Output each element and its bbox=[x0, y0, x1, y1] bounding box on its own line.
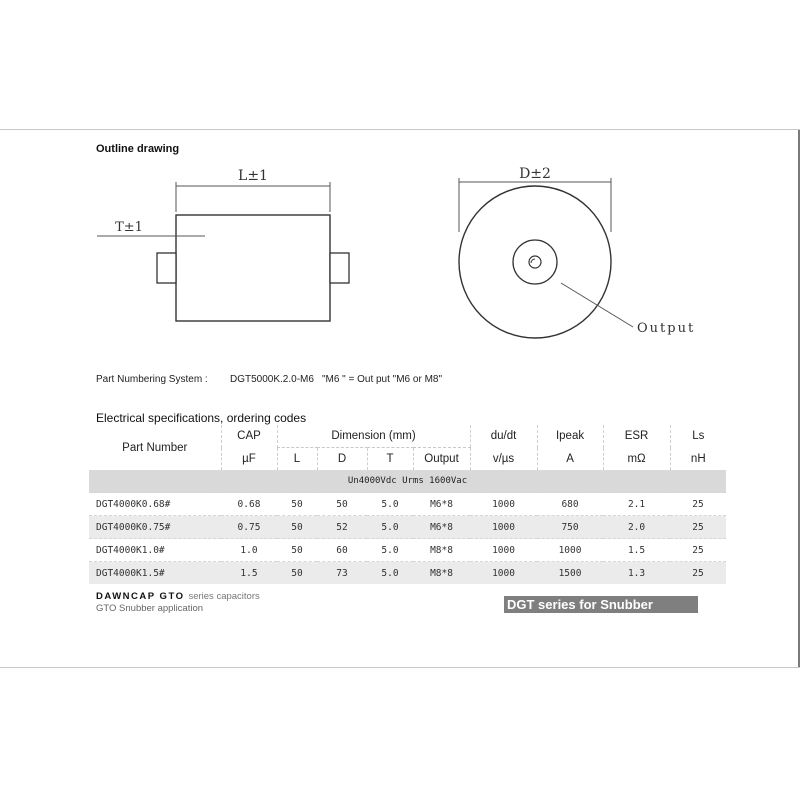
cell-output: M8*8 bbox=[413, 539, 470, 562]
header-part-number: Part Number bbox=[122, 441, 188, 454]
header-ipeak: Ipeak bbox=[537, 425, 603, 448]
table-row bbox=[89, 562, 726, 585]
header-d: D bbox=[317, 448, 367, 471]
length-label: L±1 bbox=[238, 168, 268, 184]
cell-dudt: 1000 bbox=[470, 539, 537, 562]
end-view bbox=[459, 166, 695, 338]
cell-output: M6*8 bbox=[413, 493, 470, 516]
cell-part: DGT4000K0.68# bbox=[89, 493, 221, 516]
cell-l: 50 bbox=[277, 562, 317, 585]
header-ipeak-unit: A bbox=[537, 448, 603, 471]
header-output: Output bbox=[413, 448, 470, 471]
outline-title: Outline drawing bbox=[96, 143, 180, 155]
cell-cap: 1.0 bbox=[221, 539, 277, 562]
table-row bbox=[89, 516, 726, 539]
cell-ipeak: 1000 bbox=[537, 539, 603, 562]
cell-esr: 2.1 bbox=[603, 493, 670, 516]
part-numbering-example: DGT5000K.2.0-M6 bbox=[230, 374, 314, 385]
cell-ipeak: 750 bbox=[537, 516, 603, 539]
cell-ls: 25 bbox=[670, 493, 726, 516]
output-label: Output bbox=[637, 321, 696, 336]
cell-t: 5.0 bbox=[367, 493, 413, 516]
cell-esr: 1.3 bbox=[603, 562, 670, 585]
cell-esr: 1.5 bbox=[603, 539, 670, 562]
header-dudt: du/dt bbox=[470, 425, 537, 448]
specs-table bbox=[89, 425, 726, 584]
cell-output: M8*8 bbox=[413, 562, 470, 585]
header-cap-unit: µF bbox=[221, 448, 277, 471]
part-numbering-system bbox=[96, 374, 442, 385]
header-cap: CAP bbox=[221, 425, 277, 448]
header-esr: ESR bbox=[603, 425, 670, 448]
outline-drawing bbox=[0, 0, 800, 360]
cell-ls: 25 bbox=[670, 539, 726, 562]
cell-t: 5.0 bbox=[367, 516, 413, 539]
cell-d: 60 bbox=[317, 539, 367, 562]
cell-d: 73 bbox=[317, 562, 367, 585]
voltage-group-label: Un4000Vdc Urms 1600Vac bbox=[89, 470, 726, 493]
voltage-group-row bbox=[89, 470, 726, 493]
cell-d: 50 bbox=[317, 493, 367, 516]
cell-output: M6*8 bbox=[413, 516, 470, 539]
cell-t: 5.0 bbox=[367, 562, 413, 585]
header-row-1 bbox=[89, 425, 726, 448]
cell-d: 52 bbox=[317, 516, 367, 539]
cell-cap: 1.5 bbox=[221, 562, 277, 585]
header-ls-unit: nH bbox=[670, 448, 726, 471]
cell-cap: 0.75 bbox=[221, 516, 277, 539]
part-numbering-note: "M6 " = Out put "M6 or M8" bbox=[321, 374, 443, 385]
cell-ipeak: 1500 bbox=[537, 562, 603, 585]
cell-dudt: 1000 bbox=[470, 562, 537, 585]
table-row bbox=[89, 493, 726, 516]
table-row bbox=[89, 539, 726, 562]
header-ls: Ls bbox=[670, 425, 726, 448]
header-esr-unit: mΩ bbox=[603, 448, 670, 471]
capacitor-body-side bbox=[176, 215, 330, 321]
cell-l: 50 bbox=[277, 493, 317, 516]
cell-dudt: 1000 bbox=[470, 493, 537, 516]
cell-esr: 2.0 bbox=[603, 516, 670, 539]
terminal-right bbox=[330, 253, 349, 283]
specs-title: Electrical specifications, ordering codes bbox=[96, 411, 307, 425]
series-banner: DGT series for Snubber bbox=[504, 596, 698, 613]
header-l: L bbox=[277, 448, 317, 471]
cell-part: DGT4000K0.75# bbox=[89, 516, 221, 539]
cell-ipeak: 680 bbox=[537, 493, 603, 516]
header-t: T bbox=[367, 448, 413, 471]
brand-logo-text: DAWNCAP GTO bbox=[96, 591, 185, 602]
cell-dudt: 1000 bbox=[470, 516, 537, 539]
header-dimension: Dimension (mm) bbox=[277, 425, 470, 448]
terminal-label: T±1 bbox=[115, 220, 143, 235]
brand-line bbox=[96, 591, 260, 602]
cell-l: 50 bbox=[277, 516, 317, 539]
terminal-left bbox=[157, 253, 176, 283]
cell-t: 5.0 bbox=[367, 539, 413, 562]
cell-part: DGT4000K1.0# bbox=[89, 539, 221, 562]
diameter-label: D±2 bbox=[519, 166, 551, 182]
part-numbering-label: Part Numbering System : bbox=[96, 374, 208, 385]
cell-part: DGT4000K1.5# bbox=[89, 562, 221, 585]
brand-suffix: series capacitors bbox=[188, 591, 260, 602]
cell-ls: 25 bbox=[670, 562, 726, 585]
side-view bbox=[97, 168, 349, 321]
cell-ls: 25 bbox=[670, 516, 726, 539]
application-text: GTO Snubber application bbox=[96, 603, 204, 614]
cell-cap: 0.68 bbox=[221, 493, 277, 516]
cell-l: 50 bbox=[277, 539, 317, 562]
header-dudt-unit: v/µs bbox=[470, 448, 537, 471]
